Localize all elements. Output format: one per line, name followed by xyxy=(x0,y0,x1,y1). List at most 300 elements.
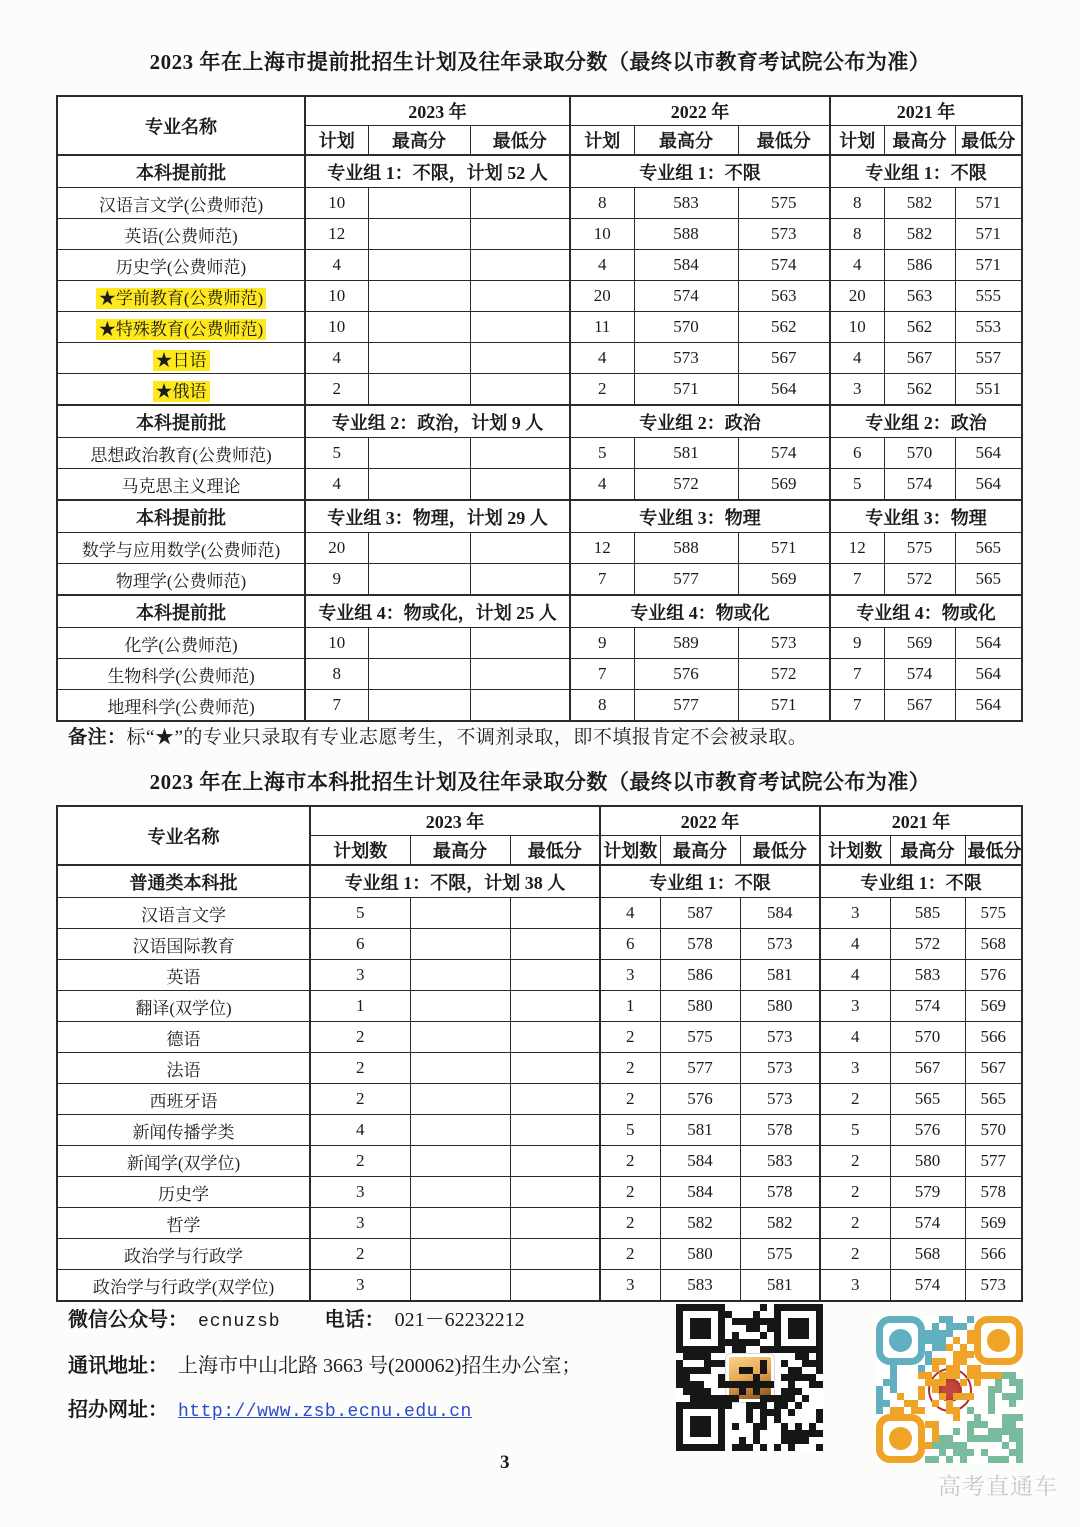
cell-value: 2 xyxy=(310,1022,410,1053)
cell-value xyxy=(410,1115,510,1146)
qr-finder-icon xyxy=(676,1402,725,1451)
cell-value: 565 xyxy=(965,1084,1022,1115)
cell-value xyxy=(470,438,570,469)
cell-major-name: 历史学(公费师范) xyxy=(57,250,305,281)
website-label: 招办网址： xyxy=(68,1399,168,1421)
cell-value: 2 xyxy=(820,1146,890,1177)
cell-major-name: 英语 xyxy=(57,960,310,991)
cell-value: 573 xyxy=(738,628,830,659)
cell-value: 562 xyxy=(738,312,830,343)
cell-value xyxy=(510,929,600,960)
section-group-note: 专业组 1：不限，计划 52 人 xyxy=(305,155,570,188)
cell-value xyxy=(510,1084,600,1115)
cell-value: 580 xyxy=(740,991,820,1022)
cell-value xyxy=(410,1177,510,1208)
cell-value: 581 xyxy=(634,438,738,469)
cell-value: 2 xyxy=(310,1053,410,1084)
cell-value: 589 xyxy=(634,628,738,659)
cell-value: 9 xyxy=(305,564,368,596)
header-cell: 计划数 xyxy=(310,836,410,866)
section-row xyxy=(57,155,1022,188)
header-cell: 最高分 xyxy=(884,126,955,156)
cell-value xyxy=(470,188,570,219)
cell-value: 581 xyxy=(660,1115,740,1146)
cell-major-name: 生物科学(公费师范) xyxy=(57,659,305,690)
cell-value: 569 xyxy=(965,1208,1022,1239)
cell-value xyxy=(510,1270,600,1302)
cell-value: 584 xyxy=(660,1177,740,1208)
cell-value: 3 xyxy=(310,1177,410,1208)
header-year: 2022 年 xyxy=(600,806,820,836)
cell-value xyxy=(368,690,470,722)
section-row xyxy=(57,865,1022,898)
cell-value: 10 xyxy=(305,628,368,659)
regular-batch-table-title: 2023 年在上海市本科批招生计划及往年录取分数（最终以市教育考试院公布为准） xyxy=(149,770,931,794)
cell-value: 577 xyxy=(965,1146,1022,1177)
cell-value: 584 xyxy=(634,250,738,281)
cell-major-name: 哲学 xyxy=(57,1208,310,1239)
section-label-cell: 本科提前批 xyxy=(57,500,305,533)
cell-value: 2 xyxy=(600,1084,660,1115)
cell-value xyxy=(510,1177,600,1208)
address-label: 通讯地址： xyxy=(68,1355,168,1377)
header-cell: 最低分 xyxy=(510,836,600,866)
cell-value: 5 xyxy=(830,469,884,501)
header-row xyxy=(57,96,1022,126)
cell-major-name: 新闻传播学类 xyxy=(57,1115,310,1146)
cell-value: 9 xyxy=(570,628,634,659)
cell-value xyxy=(368,564,470,596)
cell-value: 2 xyxy=(820,1084,890,1115)
cell-value: 12 xyxy=(830,533,884,564)
cell-value xyxy=(410,898,510,929)
cell-value: 9 xyxy=(830,628,884,659)
qr-finder-icon xyxy=(876,1316,925,1365)
cell-value: 573 xyxy=(965,1270,1022,1302)
admissions-website-link[interactable]: http://www.zsb.ecnu.edu.cn xyxy=(178,1402,472,1422)
cell-value: 10 xyxy=(305,281,368,312)
address-line xyxy=(68,1349,581,1378)
section-label-cell: 本科提前批 xyxy=(57,405,305,438)
cell-major-name: 化学(公费师范) xyxy=(57,628,305,659)
cell-value xyxy=(410,1084,510,1115)
cell-value: 2 xyxy=(310,1146,410,1177)
header-cell: 最高分 xyxy=(368,126,470,156)
cell-major-name: 历史学 xyxy=(57,1177,310,1208)
cell-major-name: 法语 xyxy=(57,1053,310,1084)
cell-value: 3 xyxy=(820,1270,890,1302)
cell-value: 564 xyxy=(955,438,1022,469)
header-cell: 计划 xyxy=(570,126,634,156)
cell-value: 567 xyxy=(884,690,955,722)
cell-value: 584 xyxy=(660,1146,740,1177)
major-row xyxy=(57,1053,1022,1084)
cell-value: 2 xyxy=(600,1022,660,1053)
cell-value: 2 xyxy=(600,1177,660,1208)
cell-value: 555 xyxy=(955,281,1022,312)
early-batch-table xyxy=(56,95,1023,722)
header-major-name: 专业名称 xyxy=(57,96,305,155)
major-row xyxy=(57,343,1022,374)
cell-value: 7 xyxy=(570,564,634,596)
cell-major-name: 数学与应用数学(公费师范) xyxy=(57,533,305,564)
cell-value: 585 xyxy=(890,898,965,929)
major-row xyxy=(57,1022,1022,1053)
cell-value: 575 xyxy=(965,898,1022,929)
header-cell: 计划 xyxy=(830,126,884,156)
cell-value: 8 xyxy=(570,188,634,219)
section-group-note: 专业组 3：物理 xyxy=(830,500,1022,533)
cell-value: 567 xyxy=(890,1053,965,1084)
cell-value xyxy=(368,281,470,312)
cell-value: 564 xyxy=(955,628,1022,659)
cell-value: 572 xyxy=(890,929,965,960)
phone-number: 021－62232212 xyxy=(394,1309,525,1331)
cell-value: 2 xyxy=(600,1208,660,1239)
cell-value xyxy=(510,1115,600,1146)
cell-value xyxy=(368,628,470,659)
header-cell: 最低分 xyxy=(965,836,1022,866)
cell-value: 572 xyxy=(634,469,738,501)
major-row xyxy=(57,1239,1022,1270)
cell-value: 4 xyxy=(820,960,890,991)
cell-value: 582 xyxy=(884,219,955,250)
cell-value: 10 xyxy=(305,312,368,343)
cell-value: 7 xyxy=(570,659,634,690)
header-cell: 计划 xyxy=(305,126,368,156)
cell-value: 4 xyxy=(600,898,660,929)
cell-value xyxy=(410,960,510,991)
major-row xyxy=(57,374,1022,406)
header-year: 2023 年 xyxy=(305,96,570,126)
cell-major-name: 新闻学(双学位) xyxy=(57,1146,310,1177)
cell-value: 563 xyxy=(884,281,955,312)
cell-value: 12 xyxy=(570,533,634,564)
cell-value: 562 xyxy=(884,374,955,406)
cell-value: 575 xyxy=(884,533,955,564)
cell-value: 10 xyxy=(305,188,368,219)
cell-major-name xyxy=(57,343,305,374)
cell-value: 573 xyxy=(740,929,820,960)
cell-value: 577 xyxy=(634,690,738,722)
cell-value: 574 xyxy=(884,659,955,690)
cell-value xyxy=(410,1146,510,1177)
cell-value: 2 xyxy=(600,1053,660,1084)
cell-value: 4 xyxy=(830,343,884,374)
cell-value xyxy=(410,1239,510,1270)
section-group-note: 专业组 4：物或化 xyxy=(570,595,830,628)
cell-value: 574 xyxy=(890,1270,965,1302)
cell-major-name: 思想政治教育(公费师范) xyxy=(57,438,305,469)
cell-major-name: 汉语国际教育 xyxy=(57,929,310,960)
section-group-note: 专业组 1：不限 xyxy=(820,865,1022,898)
major-row xyxy=(57,1270,1022,1302)
cell-value xyxy=(410,1208,510,1239)
cell-value: 10 xyxy=(830,312,884,343)
cell-value: 7 xyxy=(830,564,884,596)
highlighted-major-name: ★特殊教育(公费师范) xyxy=(96,319,266,340)
cell-value: 6 xyxy=(830,438,884,469)
cell-value: 570 xyxy=(890,1022,965,1053)
cell-value xyxy=(470,628,570,659)
cell-value: 20 xyxy=(305,533,368,564)
cell-value: 563 xyxy=(738,281,830,312)
cell-value: 569 xyxy=(738,469,830,501)
cell-major-name: 英语(公费师范) xyxy=(57,219,305,250)
cell-value: 570 xyxy=(884,438,955,469)
cell-value: 564 xyxy=(955,469,1022,501)
cell-value: 582 xyxy=(884,188,955,219)
major-row xyxy=(57,312,1022,343)
cell-value xyxy=(510,1208,600,1239)
header-cell: 计划数 xyxy=(600,836,660,866)
cell-value: 562 xyxy=(884,312,955,343)
header-year: 2023 年 xyxy=(310,806,600,836)
cell-value: 572 xyxy=(738,659,830,690)
cell-value: 4 xyxy=(570,343,634,374)
cell-value xyxy=(368,188,470,219)
major-row xyxy=(57,533,1022,564)
cell-value xyxy=(470,659,570,690)
major-row xyxy=(57,991,1022,1022)
cell-value: 10 xyxy=(570,219,634,250)
section-group-note: 专业组 3：物理，计划 29 人 xyxy=(305,500,570,533)
major-row xyxy=(57,1208,1022,1239)
cell-value: 567 xyxy=(884,343,955,374)
cell-value: 566 xyxy=(965,1239,1022,1270)
cell-value: 3 xyxy=(310,1208,410,1239)
wechat-account: ecnuzsb xyxy=(198,1312,281,1332)
cell-value: 3 xyxy=(830,374,884,406)
section-group-note: 专业组 1：不限 xyxy=(600,865,820,898)
section-group-note: 专业组 1：不限 xyxy=(570,155,830,188)
cell-value xyxy=(410,1022,510,1053)
cell-value: 2 xyxy=(570,374,634,406)
section-label-cell: 本科提前批 xyxy=(57,595,305,628)
cell-value: 573 xyxy=(738,219,830,250)
cell-value: 564 xyxy=(955,659,1022,690)
section-group-note: 专业组 2：政治，计划 9 人 xyxy=(305,405,570,438)
cell-value: 582 xyxy=(740,1208,820,1239)
cell-value: 580 xyxy=(890,1146,965,1177)
cell-value: 571 xyxy=(634,374,738,406)
cell-value xyxy=(470,250,570,281)
cell-value: 7 xyxy=(305,690,368,722)
cell-value: 11 xyxy=(570,312,634,343)
section-row xyxy=(57,595,1022,628)
highlighted-major-name: ★日语 xyxy=(153,350,210,371)
cell-value xyxy=(510,991,600,1022)
school-colorful-qr-code xyxy=(876,1316,1023,1463)
cell-value xyxy=(410,1270,510,1302)
cell-value xyxy=(410,929,510,960)
cell-major-name: 德语 xyxy=(57,1022,310,1053)
cell-value: 573 xyxy=(740,1022,820,1053)
wechat-phone-line xyxy=(68,1303,525,1332)
cell-value: 2 xyxy=(305,374,368,406)
cell-value xyxy=(510,1239,600,1270)
header-cell: 最低分 xyxy=(738,126,830,156)
cell-value xyxy=(368,469,470,501)
cell-value: 8 xyxy=(570,690,634,722)
cell-value: 3 xyxy=(600,960,660,991)
cell-value xyxy=(510,1146,600,1177)
cell-value xyxy=(368,533,470,564)
cell-value xyxy=(470,343,570,374)
cell-value: 583 xyxy=(634,188,738,219)
cell-value xyxy=(510,1053,600,1084)
major-row xyxy=(57,960,1022,991)
cell-value: 588 xyxy=(634,219,738,250)
cell-value: 573 xyxy=(634,343,738,374)
cell-value: 553 xyxy=(955,312,1022,343)
cell-value: 4 xyxy=(305,343,368,374)
cell-value: 567 xyxy=(965,1053,1022,1084)
section-group-note: 专业组 1：不限，计划 38 人 xyxy=(310,865,600,898)
highlighted-major-name: ★俄语 xyxy=(153,381,210,402)
cell-value: 3 xyxy=(310,960,410,991)
cell-value: 586 xyxy=(884,250,955,281)
cell-value xyxy=(470,690,570,722)
note-label: 备注： xyxy=(68,727,127,748)
cell-value: 557 xyxy=(955,343,1022,374)
cell-major-name: 马克思主义理论 xyxy=(57,469,305,501)
cell-value: 575 xyxy=(660,1022,740,1053)
header-major-name: 专业名称 xyxy=(57,806,310,865)
cell-value: 578 xyxy=(740,1177,820,1208)
cell-value: 5 xyxy=(820,1115,890,1146)
cell-value: 4 xyxy=(820,1022,890,1053)
cell-value xyxy=(410,991,510,1022)
major-row xyxy=(57,628,1022,659)
cell-value: 576 xyxy=(634,659,738,690)
cell-value xyxy=(470,533,570,564)
cell-value: 586 xyxy=(660,960,740,991)
cell-value: 587 xyxy=(660,898,740,929)
watermark: 高考直通车 xyxy=(938,1473,1058,1499)
cell-value xyxy=(470,281,570,312)
cell-value: 569 xyxy=(738,564,830,596)
header-cell: 最高分 xyxy=(410,836,510,866)
cell-value: 4 xyxy=(570,250,634,281)
cell-major-name: 政治学与行政学(双学位) xyxy=(57,1270,310,1302)
cell-value: 568 xyxy=(965,929,1022,960)
cell-value: 571 xyxy=(955,188,1022,219)
cell-value: 569 xyxy=(884,628,955,659)
cell-value: 3 xyxy=(600,1270,660,1302)
cell-value xyxy=(470,219,570,250)
major-row xyxy=(57,1084,1022,1115)
cell-value xyxy=(510,960,600,991)
cell-major-name: 地理科学(公费师范) xyxy=(57,690,305,722)
cell-value: 8 xyxy=(830,188,884,219)
cell-value xyxy=(470,374,570,406)
highlighted-major-name: ★学前教育(公费师范) xyxy=(96,288,266,309)
cell-value: 574 xyxy=(890,1208,965,1239)
header-cell: 最高分 xyxy=(660,836,740,866)
major-row xyxy=(57,219,1022,250)
cell-value: 4 xyxy=(310,1115,410,1146)
page-number: 3 xyxy=(500,1452,510,1473)
qr-finder-icon xyxy=(876,1414,925,1463)
cell-value: 4 xyxy=(305,250,368,281)
qr-finder-icon xyxy=(676,1304,725,1353)
cell-value: 7 xyxy=(830,659,884,690)
cell-value: 8 xyxy=(830,219,884,250)
section-group-note: 专业组 2：政治 xyxy=(830,405,1022,438)
cell-value xyxy=(510,898,600,929)
qr-finder-icon xyxy=(774,1304,823,1353)
cell-value: 4 xyxy=(305,469,368,501)
cell-value: 5 xyxy=(310,898,410,929)
cell-value: 579 xyxy=(890,1177,965,1208)
cell-value: 567 xyxy=(738,343,830,374)
cell-value: 4 xyxy=(820,929,890,960)
header-cell: 最低分 xyxy=(740,836,820,866)
cell-value xyxy=(368,438,470,469)
cell-value: 571 xyxy=(738,533,830,564)
section-group-note: 专业组 4：物或化 xyxy=(830,595,1022,628)
major-row xyxy=(57,690,1022,722)
cell-major-name xyxy=(57,312,305,343)
section-group-note: 专业组 4：物或化，计划 25 人 xyxy=(305,595,570,628)
address-value: 上海市中山北路 3663 号(200062)招生办公室； xyxy=(178,1355,582,1377)
cell-value xyxy=(368,659,470,690)
cell-value xyxy=(368,312,470,343)
cell-value: 570 xyxy=(634,312,738,343)
major-row xyxy=(57,659,1022,690)
cell-value: 6 xyxy=(310,929,410,960)
cell-value: 4 xyxy=(570,469,634,501)
section-label-cell: 普通类本科批 xyxy=(57,865,310,898)
note-text: 标“★”的专业只录取有专业志愿考生，不调剂录取，即不填报肯定不会被录取。 xyxy=(126,727,808,748)
major-row xyxy=(57,281,1022,312)
cell-value: 576 xyxy=(890,1115,965,1146)
cell-value: 2 xyxy=(820,1208,890,1239)
qr-finder-icon xyxy=(974,1316,1023,1365)
header-cell: 最高分 xyxy=(890,836,965,866)
cell-value: 2 xyxy=(820,1177,890,1208)
header-cell: 最高分 xyxy=(634,126,738,156)
header-row xyxy=(57,806,1022,836)
header-cell: 计划数 xyxy=(820,836,890,866)
cell-value: 551 xyxy=(955,374,1022,406)
cell-value: 575 xyxy=(738,188,830,219)
cell-value: 3 xyxy=(820,1053,890,1084)
cell-value: 571 xyxy=(955,250,1022,281)
cell-value: 2 xyxy=(820,1239,890,1270)
cell-major-name: 汉语言文学(公费师范) xyxy=(57,188,305,219)
cell-value: 573 xyxy=(740,1084,820,1115)
cell-value: 2 xyxy=(310,1084,410,1115)
cell-value: 565 xyxy=(955,564,1022,596)
cell-value: 571 xyxy=(738,690,830,722)
cell-value: 3 xyxy=(820,898,890,929)
cell-value: 565 xyxy=(955,533,1022,564)
major-row xyxy=(57,438,1022,469)
cell-value: 583 xyxy=(660,1270,740,1302)
cell-value: 576 xyxy=(965,960,1022,991)
section-row xyxy=(57,405,1022,438)
cell-value: 564 xyxy=(738,374,830,406)
cell-value: 576 xyxy=(660,1084,740,1115)
section-group-note: 专业组 1：不限 xyxy=(830,155,1022,188)
cell-major-name: 西班牙语 xyxy=(57,1084,310,1115)
website-line xyxy=(68,1393,472,1422)
cell-value: 571 xyxy=(955,219,1022,250)
cell-value: 569 xyxy=(965,991,1022,1022)
cell-major-name: 汉语言文学 xyxy=(57,898,310,929)
